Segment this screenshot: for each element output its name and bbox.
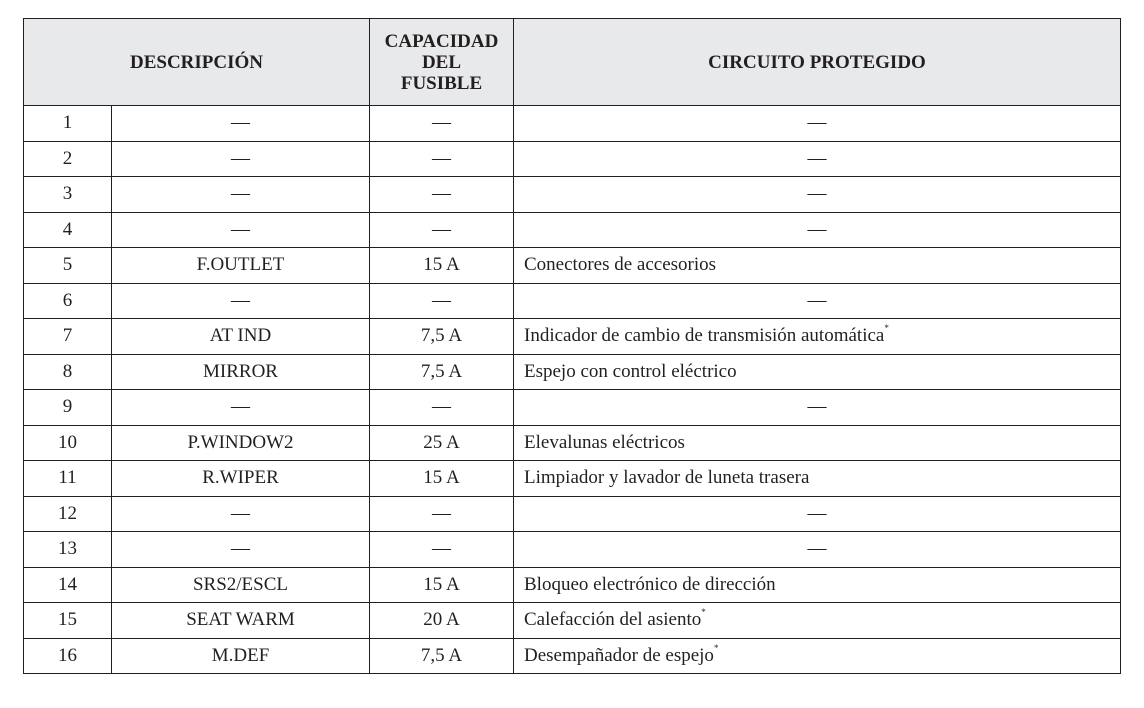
fuse-name — [112, 496, 370, 532]
protected-circuit-text: — — [807, 396, 827, 418]
footnote-mark: * — [713, 642, 719, 653]
protected-circuit-text: — — [807, 112, 827, 134]
protected-circuit — [514, 106, 1121, 142]
fuse-name — [112, 638, 370, 674]
fuse-name-text: M.DEF — [211, 644, 270, 666]
table-row — [24, 212, 1121, 248]
protected-circuit-text: — — [807, 147, 827, 169]
protected-circuit — [514, 141, 1121, 177]
fuse-name — [112, 283, 370, 319]
fuse-number — [24, 248, 112, 284]
header-description: DESCRIPCIÓN — [24, 19, 370, 106]
protected-circuit-text: Espejo con control eléctrico — [524, 360, 737, 382]
fuse-name — [112, 177, 370, 213]
fuse-name — [112, 603, 370, 639]
table-row — [24, 425, 1121, 461]
fuse-number — [24, 638, 112, 674]
fuse-capacity-text: — — [432, 502, 451, 524]
protected-circuit — [514, 496, 1121, 532]
fuse-name-text: SRS2/ESCL — [192, 573, 289, 595]
fuse-name — [112, 354, 370, 390]
fuse-name-text: F.OUTLET — [196, 254, 285, 276]
protected-circuit — [514, 354, 1121, 390]
fuse-capacity — [370, 532, 514, 568]
protected-circuit-text: — — [807, 183, 827, 205]
header-capacity-line: FUSIBLE — [400, 72, 483, 94]
fuse-capacity — [370, 177, 514, 213]
fuse-number — [24, 532, 112, 568]
fuse-capacity — [370, 141, 514, 177]
fuse-number-text: 14 — [58, 573, 77, 595]
fuse-name — [112, 461, 370, 497]
fuse-number-text: 1 — [62, 112, 73, 134]
fuse-number — [24, 390, 112, 426]
fuse-name-text: AT IND — [209, 325, 272, 347]
fuse-name-text: R.WIPER — [202, 467, 279, 489]
fuse-capacity-text: — — [432, 289, 451, 311]
protected-circuit — [514, 567, 1121, 603]
protected-circuit-text: — — [807, 218, 827, 240]
fuse-name — [112, 106, 370, 142]
fuse-capacity-text: 7,5 A — [420, 325, 463, 347]
protected-circuit-text: Bloqueo electrónico de dirección — [524, 573, 776, 595]
fuse-number-text: 6 — [62, 289, 73, 311]
table-row — [24, 603, 1121, 639]
header-capacity-line: DEL — [421, 51, 462, 73]
protected-circuit — [514, 461, 1121, 497]
protected-circuit-text: Desempañador de espejo — [524, 644, 714, 666]
table-row — [24, 461, 1121, 497]
protected-circuit — [514, 319, 1121, 355]
fuse-capacity — [370, 212, 514, 248]
fuse-capacity — [370, 390, 514, 426]
fuse-name — [112, 532, 370, 568]
table-row — [24, 177, 1121, 213]
fuse-capacity-text: 15 A — [423, 254, 460, 276]
fuse-capacity — [370, 319, 514, 355]
fuse-name-text: SEAT WARM — [186, 609, 295, 631]
fuse-name-text: — — [231, 112, 250, 134]
fuse-name-text: — — [231, 502, 250, 524]
protected-circuit-text: — — [807, 538, 827, 560]
fuse-capacity-text: — — [432, 147, 451, 169]
fuse-capacity-text: — — [432, 396, 451, 418]
table-row — [24, 567, 1121, 603]
protected-circuit — [514, 212, 1121, 248]
table-row — [24, 390, 1121, 426]
table-row — [24, 141, 1121, 177]
fuse-capacity — [370, 283, 514, 319]
fuse-number-text: 3 — [62, 183, 73, 205]
protected-circuit — [514, 532, 1121, 568]
fuse-capacity — [370, 106, 514, 142]
header-circuit: CIRCUITO PROTEGIDO — [514, 19, 1121, 106]
fuse-capacity — [370, 603, 514, 639]
fuse-table — [23, 18, 1121, 674]
table-row — [24, 106, 1121, 142]
fuse-number-text: 9 — [62, 396, 73, 418]
table-row — [24, 319, 1121, 355]
fuse-name — [112, 390, 370, 426]
fuse-capacity — [370, 354, 514, 390]
table-row — [24, 283, 1121, 319]
fuse-capacity-text: 15 A — [423, 467, 460, 489]
fuse-number — [24, 177, 112, 213]
fuse-number — [24, 319, 112, 355]
fuse-number-text: 4 — [62, 218, 73, 240]
protected-circuit — [514, 390, 1121, 426]
fuse-capacity-text: 7,5 A — [420, 360, 463, 382]
fuse-name-text: P.WINDOW2 — [187, 431, 294, 453]
footnote-mark: * — [884, 323, 889, 334]
fuse-capacity — [370, 248, 514, 284]
fuse-number — [24, 354, 112, 390]
fuse-number-text: 13 — [58, 538, 77, 560]
fuse-number — [24, 496, 112, 532]
fuse-capacity — [370, 496, 514, 532]
fuse-name — [112, 248, 370, 284]
protected-circuit-text: — — [807, 502, 827, 524]
fuse-capacity — [370, 461, 514, 497]
protected-circuit — [514, 177, 1121, 213]
fuse-capacity-text: 15 A — [423, 573, 460, 595]
fuse-name — [112, 141, 370, 177]
fuse-name-text: — — [231, 289, 250, 311]
fuse-name — [112, 319, 370, 355]
protected-circuit — [514, 248, 1121, 284]
fuse-capacity-text: — — [432, 538, 451, 560]
fuse-name-text: — — [231, 183, 250, 205]
table-row — [24, 496, 1121, 532]
fuse-number — [24, 425, 112, 461]
fuse-number — [24, 141, 112, 177]
fuse-name-text: MIRROR — [203, 360, 278, 382]
fuse-capacity — [370, 425, 514, 461]
protected-circuit-text: Calefacción del asiento — [524, 609, 702, 631]
fuse-name-text: — — [231, 218, 250, 240]
fuse-number — [24, 603, 112, 639]
table-row — [24, 638, 1121, 674]
fuse-capacity-text: 7,5 A — [420, 644, 463, 666]
fuse-name-text: — — [231, 396, 250, 418]
fuse-number-text: 15 — [58, 609, 77, 631]
fuse-capacity — [370, 567, 514, 603]
protected-circuit-text: — — [807, 289, 827, 311]
fuse-capacity — [370, 638, 514, 674]
protected-circuit-text: Conectores de accesorios — [524, 254, 717, 276]
table-header-row — [24, 19, 1121, 106]
table-row — [24, 248, 1121, 284]
header-capacity — [370, 19, 514, 106]
protected-circuit-text: Indicador de cambio de transmisión automática — [524, 325, 885, 347]
fuse-capacity-text: — — [432, 183, 451, 205]
fuse-name-text: — — [231, 538, 250, 560]
fuse-number — [24, 567, 112, 603]
fuse-name — [112, 567, 370, 603]
fuse-number-text: 7 — [62, 325, 73, 347]
fuse-number — [24, 283, 112, 319]
fuse-name-text: — — [231, 147, 250, 169]
fuse-name — [112, 425, 370, 461]
fuse-capacity-text: — — [432, 112, 451, 134]
fuse-number-text: 11 — [58, 467, 77, 489]
fuse-capacity-text: — — [432, 218, 451, 240]
protected-circuit — [514, 603, 1121, 639]
table-row — [24, 532, 1121, 568]
protected-circuit-text: Limpiador y lavador de luneta trasera — [524, 467, 810, 489]
fuse-number — [24, 461, 112, 497]
footnote-mark: * — [701, 607, 706, 618]
fuse-number-text: 12 — [58, 502, 77, 524]
table-row — [24, 354, 1121, 390]
protected-circuit — [514, 638, 1121, 674]
fuse-capacity-text: 20 A — [423, 609, 460, 631]
protected-circuit — [514, 283, 1121, 319]
fuse-number-text: 5 — [62, 254, 73, 276]
protected-circuit — [514, 425, 1121, 461]
fuse-number-text: 10 — [58, 431, 77, 453]
header-capacity-line: CAPACIDAD — [384, 30, 499, 52]
fuse-number — [24, 106, 112, 142]
protected-circuit-text: Elevalunas eléctricos — [524, 431, 685, 453]
fuse-capacity-text: 25 A — [423, 431, 460, 453]
fuse-number-text: 8 — [62, 360, 73, 382]
fuse-number-text: 16 — [58, 644, 77, 666]
fuse-number — [24, 212, 112, 248]
fuse-name — [112, 212, 370, 248]
fuse-number-text: 2 — [62, 147, 73, 169]
